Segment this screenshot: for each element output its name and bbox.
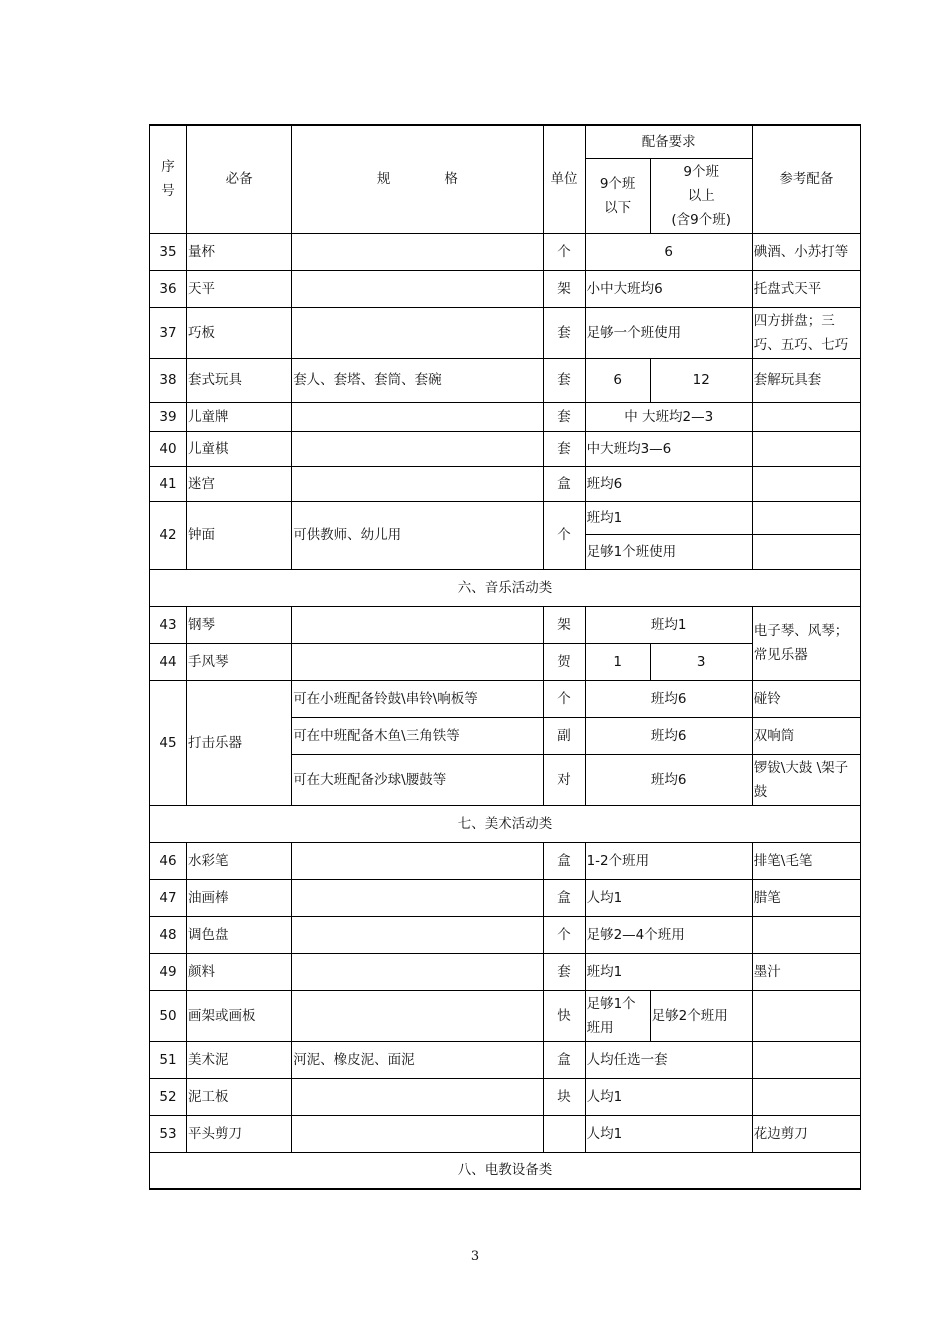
row-num: 50: [150, 990, 187, 1041]
row-unit: 架: [543, 270, 585, 307]
row-reference: 排笔\毛笔: [752, 842, 860, 879]
row-reference: [752, 916, 860, 953]
row-reference: [752, 402, 860, 431]
row-requirement: 班均6: [585, 717, 752, 754]
row-num: 53: [150, 1115, 187, 1152]
row-requirement: 足够2—4个班用: [585, 916, 752, 953]
row-num: 37: [150, 307, 187, 358]
row-spec: 可在大班配备沙球\腰鼓等: [292, 754, 543, 805]
row-spec: [292, 233, 543, 270]
row-reference: 锣钹\大鼓 \架子鼓: [752, 754, 860, 805]
row-requirement: 中 大班均2—3: [585, 402, 752, 431]
row-below-9: 6: [585, 358, 650, 402]
row-unit: 快: [543, 990, 585, 1041]
row-name: 平头剪刀: [187, 1115, 292, 1152]
row-requirement: 班均1: [585, 606, 752, 643]
row-reference: 花边剪刀: [752, 1115, 860, 1152]
row-spec: [292, 990, 543, 1041]
table-row: [150, 270, 861, 307]
row-requirement: 班均6: [585, 466, 752, 501]
row-num: 49: [150, 953, 187, 990]
row-unit: 盒: [543, 1041, 585, 1078]
row-reference: 双响筒: [752, 717, 860, 754]
section-heading-av-equipment: 八、电教设备类: [150, 1152, 861, 1189]
table-row: [150, 606, 861, 643]
row-name: 迷宫: [187, 466, 292, 501]
row-requirement: 人均1: [585, 879, 752, 916]
row-below-9: 足够1个班用: [585, 990, 650, 1041]
row-requirement: 足够一个班使用: [585, 307, 752, 358]
row-name: 调色盘: [187, 916, 292, 953]
table-row: [150, 1078, 861, 1115]
row-requirement: 6: [585, 233, 752, 270]
row-requirement: 中大班均3—6: [585, 431, 752, 466]
row-name: 儿童牌: [187, 402, 292, 431]
row-spec: [292, 842, 543, 879]
row-spec: 可在小班配备铃鼓\串铃\响板等: [292, 680, 543, 717]
row-num: 36: [150, 270, 187, 307]
section-heading-music: 六、音乐活动类: [150, 569, 861, 606]
table-row: [150, 990, 861, 1041]
row-num: 43: [150, 606, 187, 643]
row-requirement: 班均1: [585, 501, 752, 534]
row-spec: 河泥、橡皮泥、面泥: [292, 1041, 543, 1078]
row-unit: 个: [543, 916, 585, 953]
row-num: 42: [150, 501, 187, 569]
row-num: 40: [150, 431, 187, 466]
row-num: 44: [150, 643, 187, 680]
row-reference: [752, 534, 860, 569]
row-num: 35: [150, 233, 187, 270]
table-row: [150, 953, 861, 990]
row-reference: 套解玩具套: [752, 358, 860, 402]
row-unit: 个: [543, 233, 585, 270]
header-name: 必备: [187, 125, 292, 233]
row-spec: [292, 879, 543, 916]
row-unit: [543, 1115, 585, 1152]
row-unit: 盒: [543, 879, 585, 916]
row-spec: [292, 431, 543, 466]
equipment-table: [149, 124, 861, 1190]
page-number: 3: [470, 1249, 480, 1264]
row-reference: [752, 501, 860, 534]
table-row: [150, 916, 861, 953]
row-num: 47: [150, 879, 187, 916]
row-requirement: 人均1: [585, 1115, 752, 1152]
row-unit: 副: [543, 717, 585, 754]
row-spec: [292, 1115, 543, 1152]
row-unit: 贺: [543, 643, 585, 680]
table-row: [150, 307, 861, 358]
row-name: 打击乐器: [187, 680, 292, 805]
row-unit: 盒: [543, 842, 585, 879]
row-num: 48: [150, 916, 187, 953]
row-below-9: 1: [585, 643, 650, 680]
row-name: 水彩笔: [187, 842, 292, 879]
header-requirement: 配备要求: [585, 125, 752, 158]
row-unit: 套: [543, 953, 585, 990]
row-num: 38: [150, 358, 187, 402]
table-row: [150, 501, 861, 534]
row-num: 45: [150, 680, 187, 805]
row-num: 52: [150, 1078, 187, 1115]
row-name: 量杯: [187, 233, 292, 270]
row-unit: 个: [543, 680, 585, 717]
row-unit: 架: [543, 606, 585, 643]
row-requirement: 足够1个班使用: [585, 534, 752, 569]
row-spec: [292, 643, 543, 680]
table-row: [150, 1115, 861, 1152]
row-requirement: 人均1: [585, 1078, 752, 1115]
row-unit: 套: [543, 402, 585, 431]
row-requirement: 班均1: [585, 953, 752, 990]
row-unit: 个: [543, 501, 585, 569]
row-name: 画架或画板: [187, 990, 292, 1041]
header-unit: 单位: [543, 125, 585, 233]
row-above-9: 足够2个班用: [650, 990, 752, 1041]
row-requirement: 人均任选一套: [585, 1041, 752, 1078]
row-reference: 墨汁: [752, 953, 860, 990]
table-row: [150, 466, 861, 501]
row-spec: 可供教师、幼儿用: [292, 501, 543, 569]
table-row: [150, 233, 861, 270]
row-unit: 盒: [543, 466, 585, 501]
table-row: [150, 402, 861, 431]
row-reference: [752, 431, 860, 466]
row-requirement: 1-2个班用: [585, 842, 752, 879]
row-spec: [292, 953, 543, 990]
table-row: [150, 680, 861, 717]
row-num: 41: [150, 466, 187, 501]
row-name: 巧板: [187, 307, 292, 358]
row-name: 泥工板: [187, 1078, 292, 1115]
row-reference: [752, 990, 860, 1041]
row-unit: 对: [543, 754, 585, 805]
section-heading-art: 七、美术活动类: [150, 805, 861, 842]
header-reference: 参考配备: [752, 125, 860, 233]
row-requirement: 小中大班均6: [585, 270, 752, 307]
row-spec: [292, 466, 543, 501]
row-name: 颜料: [187, 953, 292, 990]
row-unit: 块: [543, 1078, 585, 1115]
row-name: 手风琴: [187, 643, 292, 680]
row-reference: [752, 1078, 860, 1115]
row-unit: 套: [543, 431, 585, 466]
row-num: 51: [150, 1041, 187, 1078]
row-spec: [292, 402, 543, 431]
table-row: [150, 431, 861, 466]
row-reference: 电子琴、风琴；常见乐器: [752, 606, 860, 680]
row-num: 39: [150, 402, 187, 431]
table-row: [150, 879, 861, 916]
row-spec: [292, 916, 543, 953]
row-name: 美术泥: [187, 1041, 292, 1078]
row-reference: 四方拼盘；三巧、五巧、七巧: [752, 307, 860, 358]
header-below-9: 9个班 以下: [585, 158, 650, 233]
table-row: [150, 1041, 861, 1078]
row-spec: [292, 307, 543, 358]
row-reference: 碘酒、小苏打等: [752, 233, 860, 270]
row-reference: [752, 1041, 860, 1078]
row-above-9: 3: [650, 643, 752, 680]
header-above-9: 9个班 以上 (含9个班): [650, 158, 752, 233]
row-reference: 腊笔: [752, 879, 860, 916]
row-reference: 碰铃: [752, 680, 860, 717]
row-name: 钟面: [187, 501, 292, 569]
table-row: [150, 358, 861, 402]
row-reference: 托盘式天平: [752, 270, 860, 307]
row-reference: [752, 466, 860, 501]
row-name: 天平: [187, 270, 292, 307]
row-spec: 可在中班配备木鱼\三角铁等: [292, 717, 543, 754]
row-unit: 套: [543, 307, 585, 358]
row-above-9: 12: [650, 358, 752, 402]
row-requirement: 班均6: [585, 754, 752, 805]
row-name: 儿童棋: [187, 431, 292, 466]
row-name: 油画棒: [187, 879, 292, 916]
row-name: 套式玩具: [187, 358, 292, 402]
header-spec: 规 格: [292, 125, 543, 233]
row-requirement: 班均6: [585, 680, 752, 717]
row-num: 46: [150, 842, 187, 879]
row-spec: [292, 270, 543, 307]
row-spec: [292, 606, 543, 643]
header-num: 序 号: [150, 125, 187, 233]
row-name: 钢琴: [187, 606, 292, 643]
row-spec: 套人、套塔、套筒、套碗: [292, 358, 543, 402]
row-spec: [292, 1078, 543, 1115]
row-unit: 套: [543, 358, 585, 402]
table-row: [150, 842, 861, 879]
